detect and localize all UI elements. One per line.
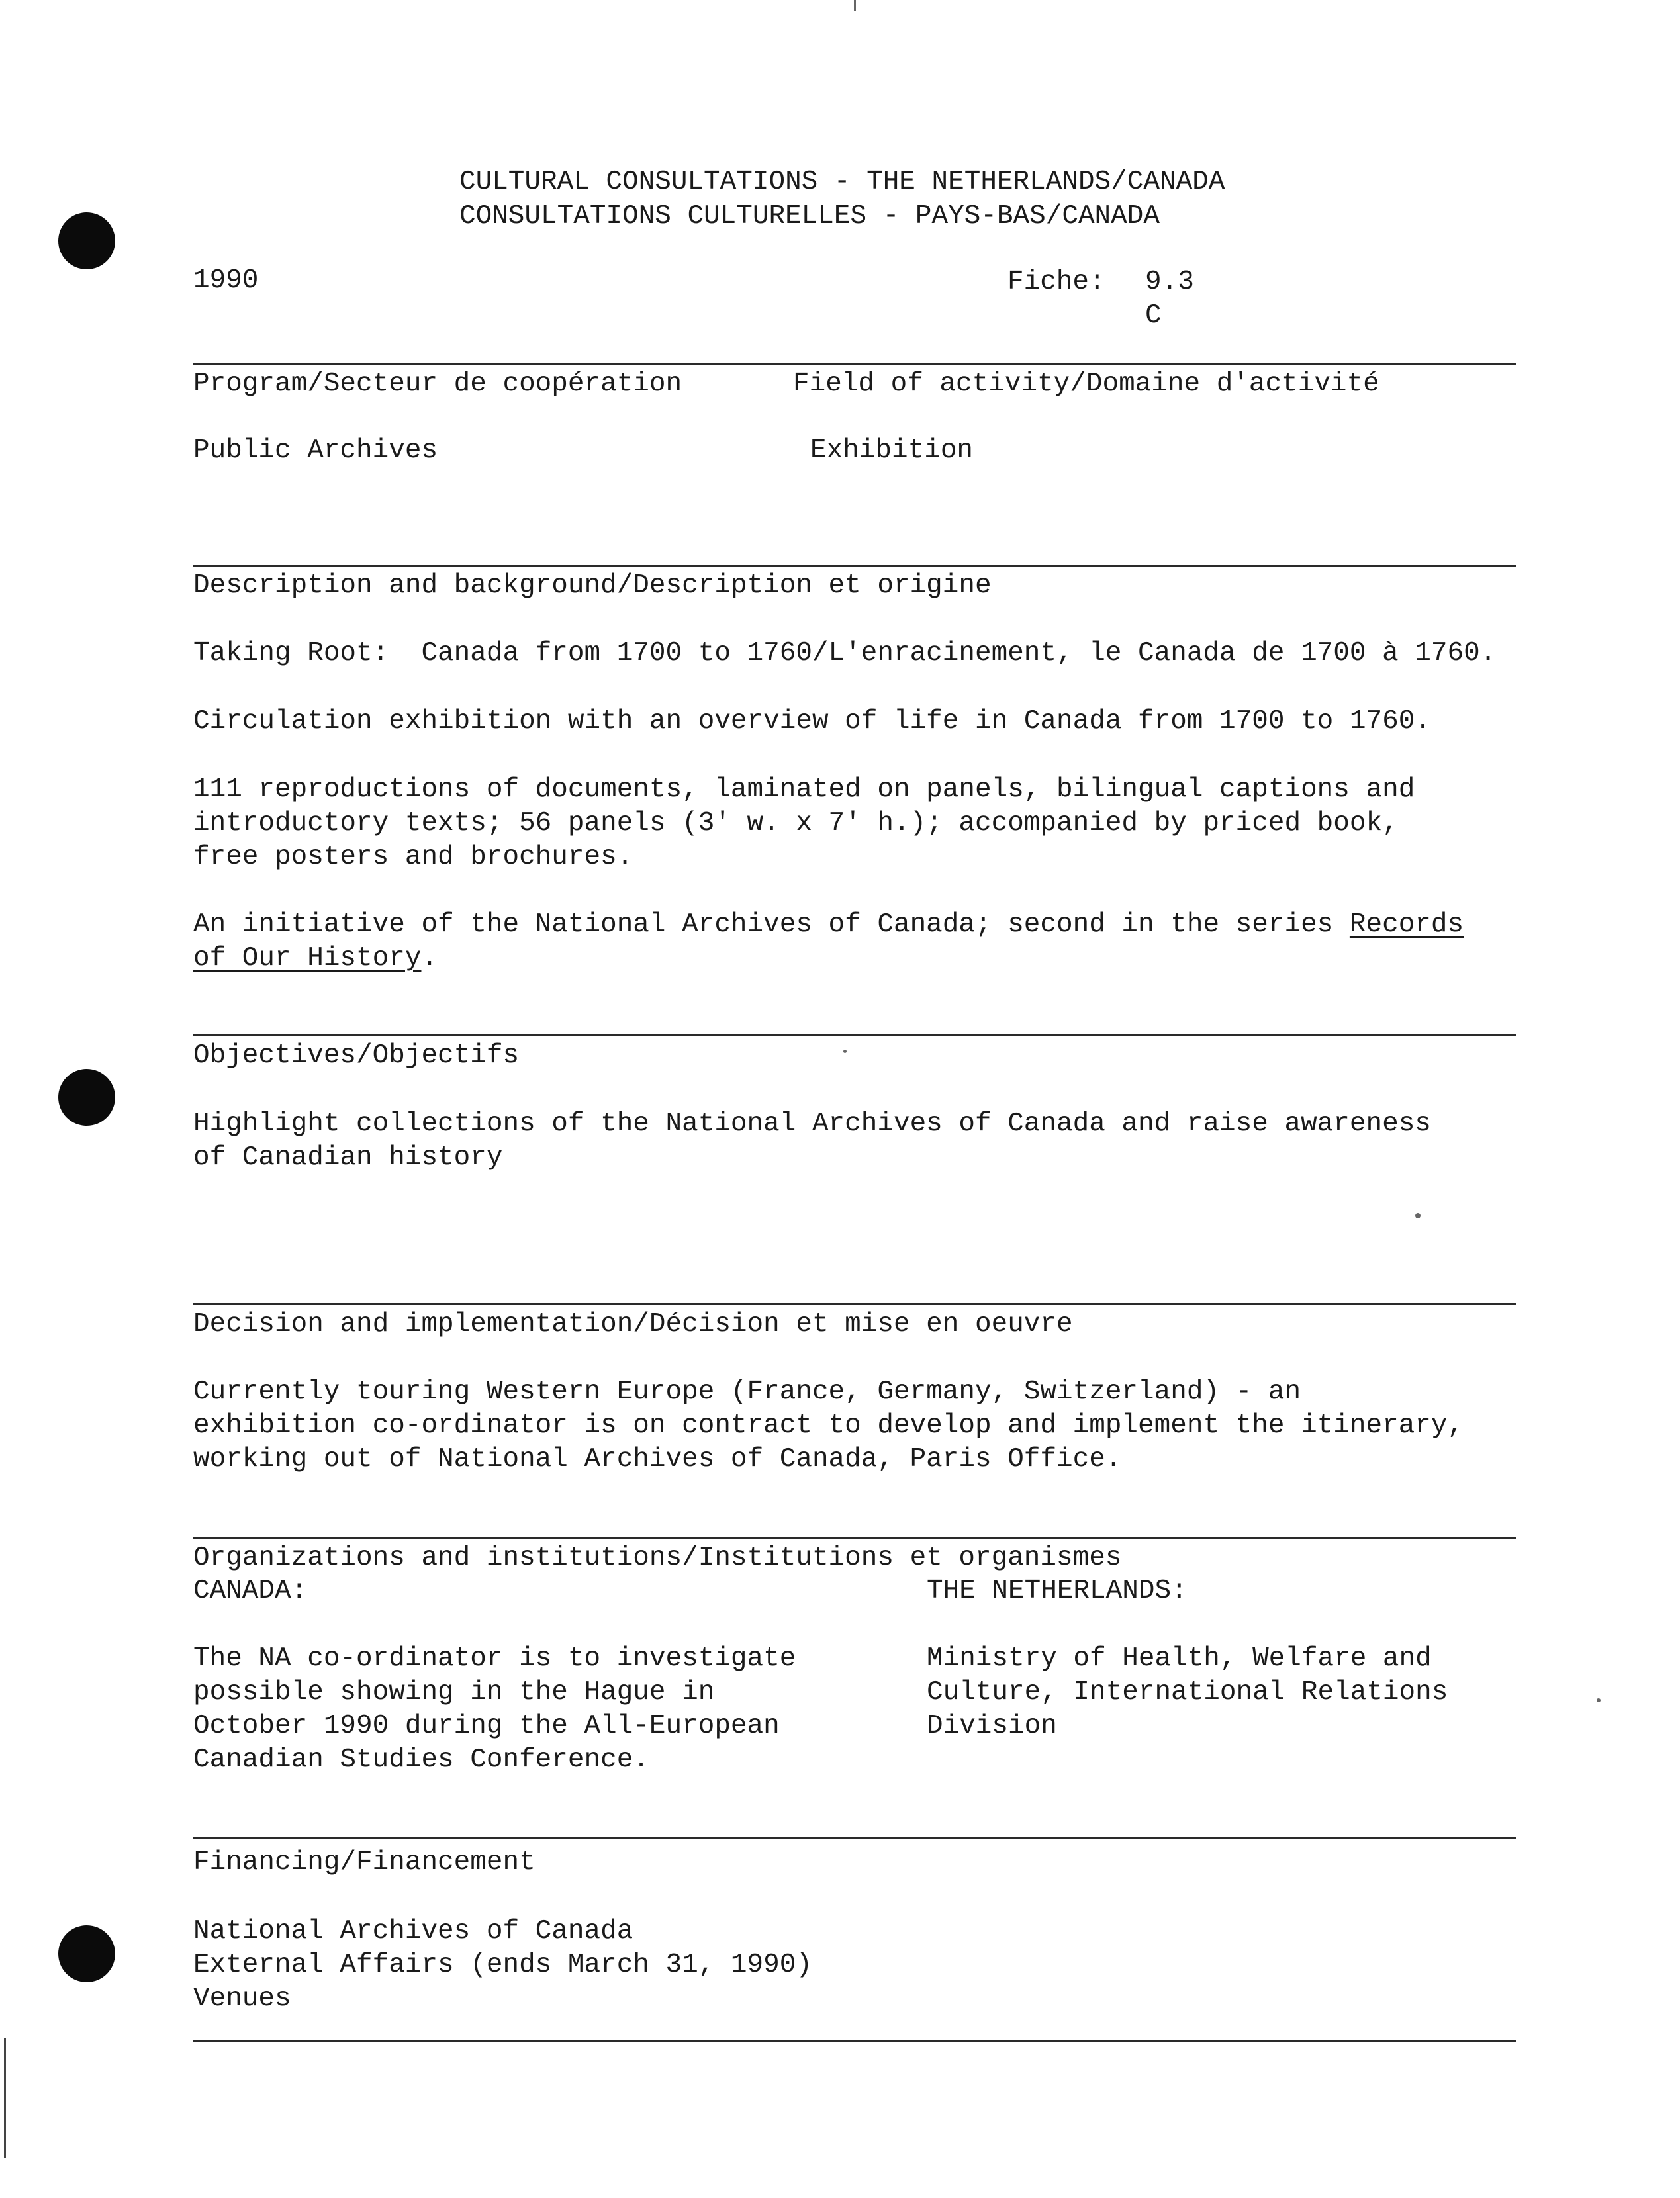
objectives-heading: Objectives/Objectifs xyxy=(193,1040,520,1071)
details-line: 111 reproductions of documents, laminated on panels, bilingual captions and xyxy=(193,774,1415,805)
details-line: introductory texts; 56 panels (3' w. x 7' h.); accompanied by priced book, xyxy=(193,808,1399,839)
decision-line: exhibition co-ordinator is on contract to develop and implement the itinerary, xyxy=(193,1410,1464,1441)
canada-label: CANADA: xyxy=(193,1576,308,1606)
netherlands-line: Ministry of Health, Welfare and xyxy=(927,1643,1432,1674)
scan-speck xyxy=(854,0,856,11)
divider xyxy=(193,1303,1516,1305)
program-label: Program/Secteur de coopération xyxy=(193,369,682,399)
title-french: CONSULTATIONS CULTURELLES - PAYS-BAS/CANADA xyxy=(459,201,1160,232)
divider xyxy=(193,565,1516,567)
canada-line: The NA co-ordinator is to investigate xyxy=(193,1643,796,1674)
netherlands-label: THE NETHERLANDS: xyxy=(927,1576,1188,1606)
scan-speck xyxy=(1597,1698,1601,1702)
scan-edge-mark xyxy=(4,2038,6,2158)
divider xyxy=(193,1837,1516,1839)
series-title: of Our History xyxy=(193,943,422,974)
description-heading: Description and background/Description et origine xyxy=(193,571,992,601)
punch-hole-middle xyxy=(58,1069,115,1126)
netherlands-line: Division xyxy=(927,1711,1057,1741)
fiche-label: Fiche: xyxy=(1007,267,1105,297)
details-line: free posters and brochures. xyxy=(193,842,633,872)
divider xyxy=(193,1537,1516,1539)
canada-line: October 1990 during the All-European xyxy=(193,1711,780,1741)
decision-heading: Decision and implementation/Décision et mise en oeuvre xyxy=(193,1309,1073,1340)
financing-line: Venues xyxy=(193,1984,291,2014)
divider xyxy=(193,363,1516,365)
canada-line: possible showing in the Hague in xyxy=(193,1677,715,1708)
divider xyxy=(193,1034,1516,1036)
program-value: Public Archives xyxy=(193,435,438,466)
initiative-line-continued xyxy=(193,942,438,975)
fiche-number: 9.3 xyxy=(1145,267,1194,297)
canada-line: Canadian Studies Conference. xyxy=(193,1745,649,1775)
exhibition-title-line: Taking Root: Canada from 1700 to 1760/L'enracinement, le Canada de 1700 à 1760. xyxy=(193,638,1497,668)
organizations-heading: Organizations and institutions/Institutions et organismes xyxy=(193,1543,1122,1573)
exhibition-summary: Circulation exhibition with an overview of life in Canada from 1700 to 1760. xyxy=(193,706,1431,737)
series-title: Records xyxy=(1349,909,1464,940)
scan-speck xyxy=(843,1050,847,1053)
financing-line: External Affairs (ends March 31, 1990) xyxy=(193,1950,812,1980)
financing-heading: Financing/Financement xyxy=(193,1847,536,1878)
netherlands-line: Culture, International Relations xyxy=(927,1677,1448,1708)
field-value: Exhibition xyxy=(810,435,974,466)
title-english: CULTURAL CONSULTATIONS - THE NETHERLANDS/CANADA xyxy=(459,167,1225,197)
punch-hole-bottom xyxy=(58,1925,115,1982)
initiative-period: . xyxy=(421,943,438,974)
year: 1990 xyxy=(193,265,259,296)
initiative-text: An initiative of the National Archives of Canada; second in the series xyxy=(193,909,1350,940)
scan-speck xyxy=(1415,1213,1421,1218)
fiche-letter: C xyxy=(1145,300,1162,331)
initiative-line xyxy=(193,908,1464,941)
financing-line: National Archives of Canada xyxy=(193,1916,633,1946)
objectives-line: Highlight collections of the National Archives of Canada and raise awareness xyxy=(193,1109,1431,1139)
field-label: Field of activity/Domaine d'activité xyxy=(793,369,1379,399)
punch-hole-top xyxy=(58,212,115,269)
decision-line: Currently touring Western Europe (France, Germany, Switzerland) - an xyxy=(193,1377,1301,1407)
objectives-line: of Canadian history xyxy=(193,1142,503,1173)
decision-line: working out of National Archives of Canada, Paris Office. xyxy=(193,1444,1122,1475)
divider xyxy=(193,2040,1516,2042)
